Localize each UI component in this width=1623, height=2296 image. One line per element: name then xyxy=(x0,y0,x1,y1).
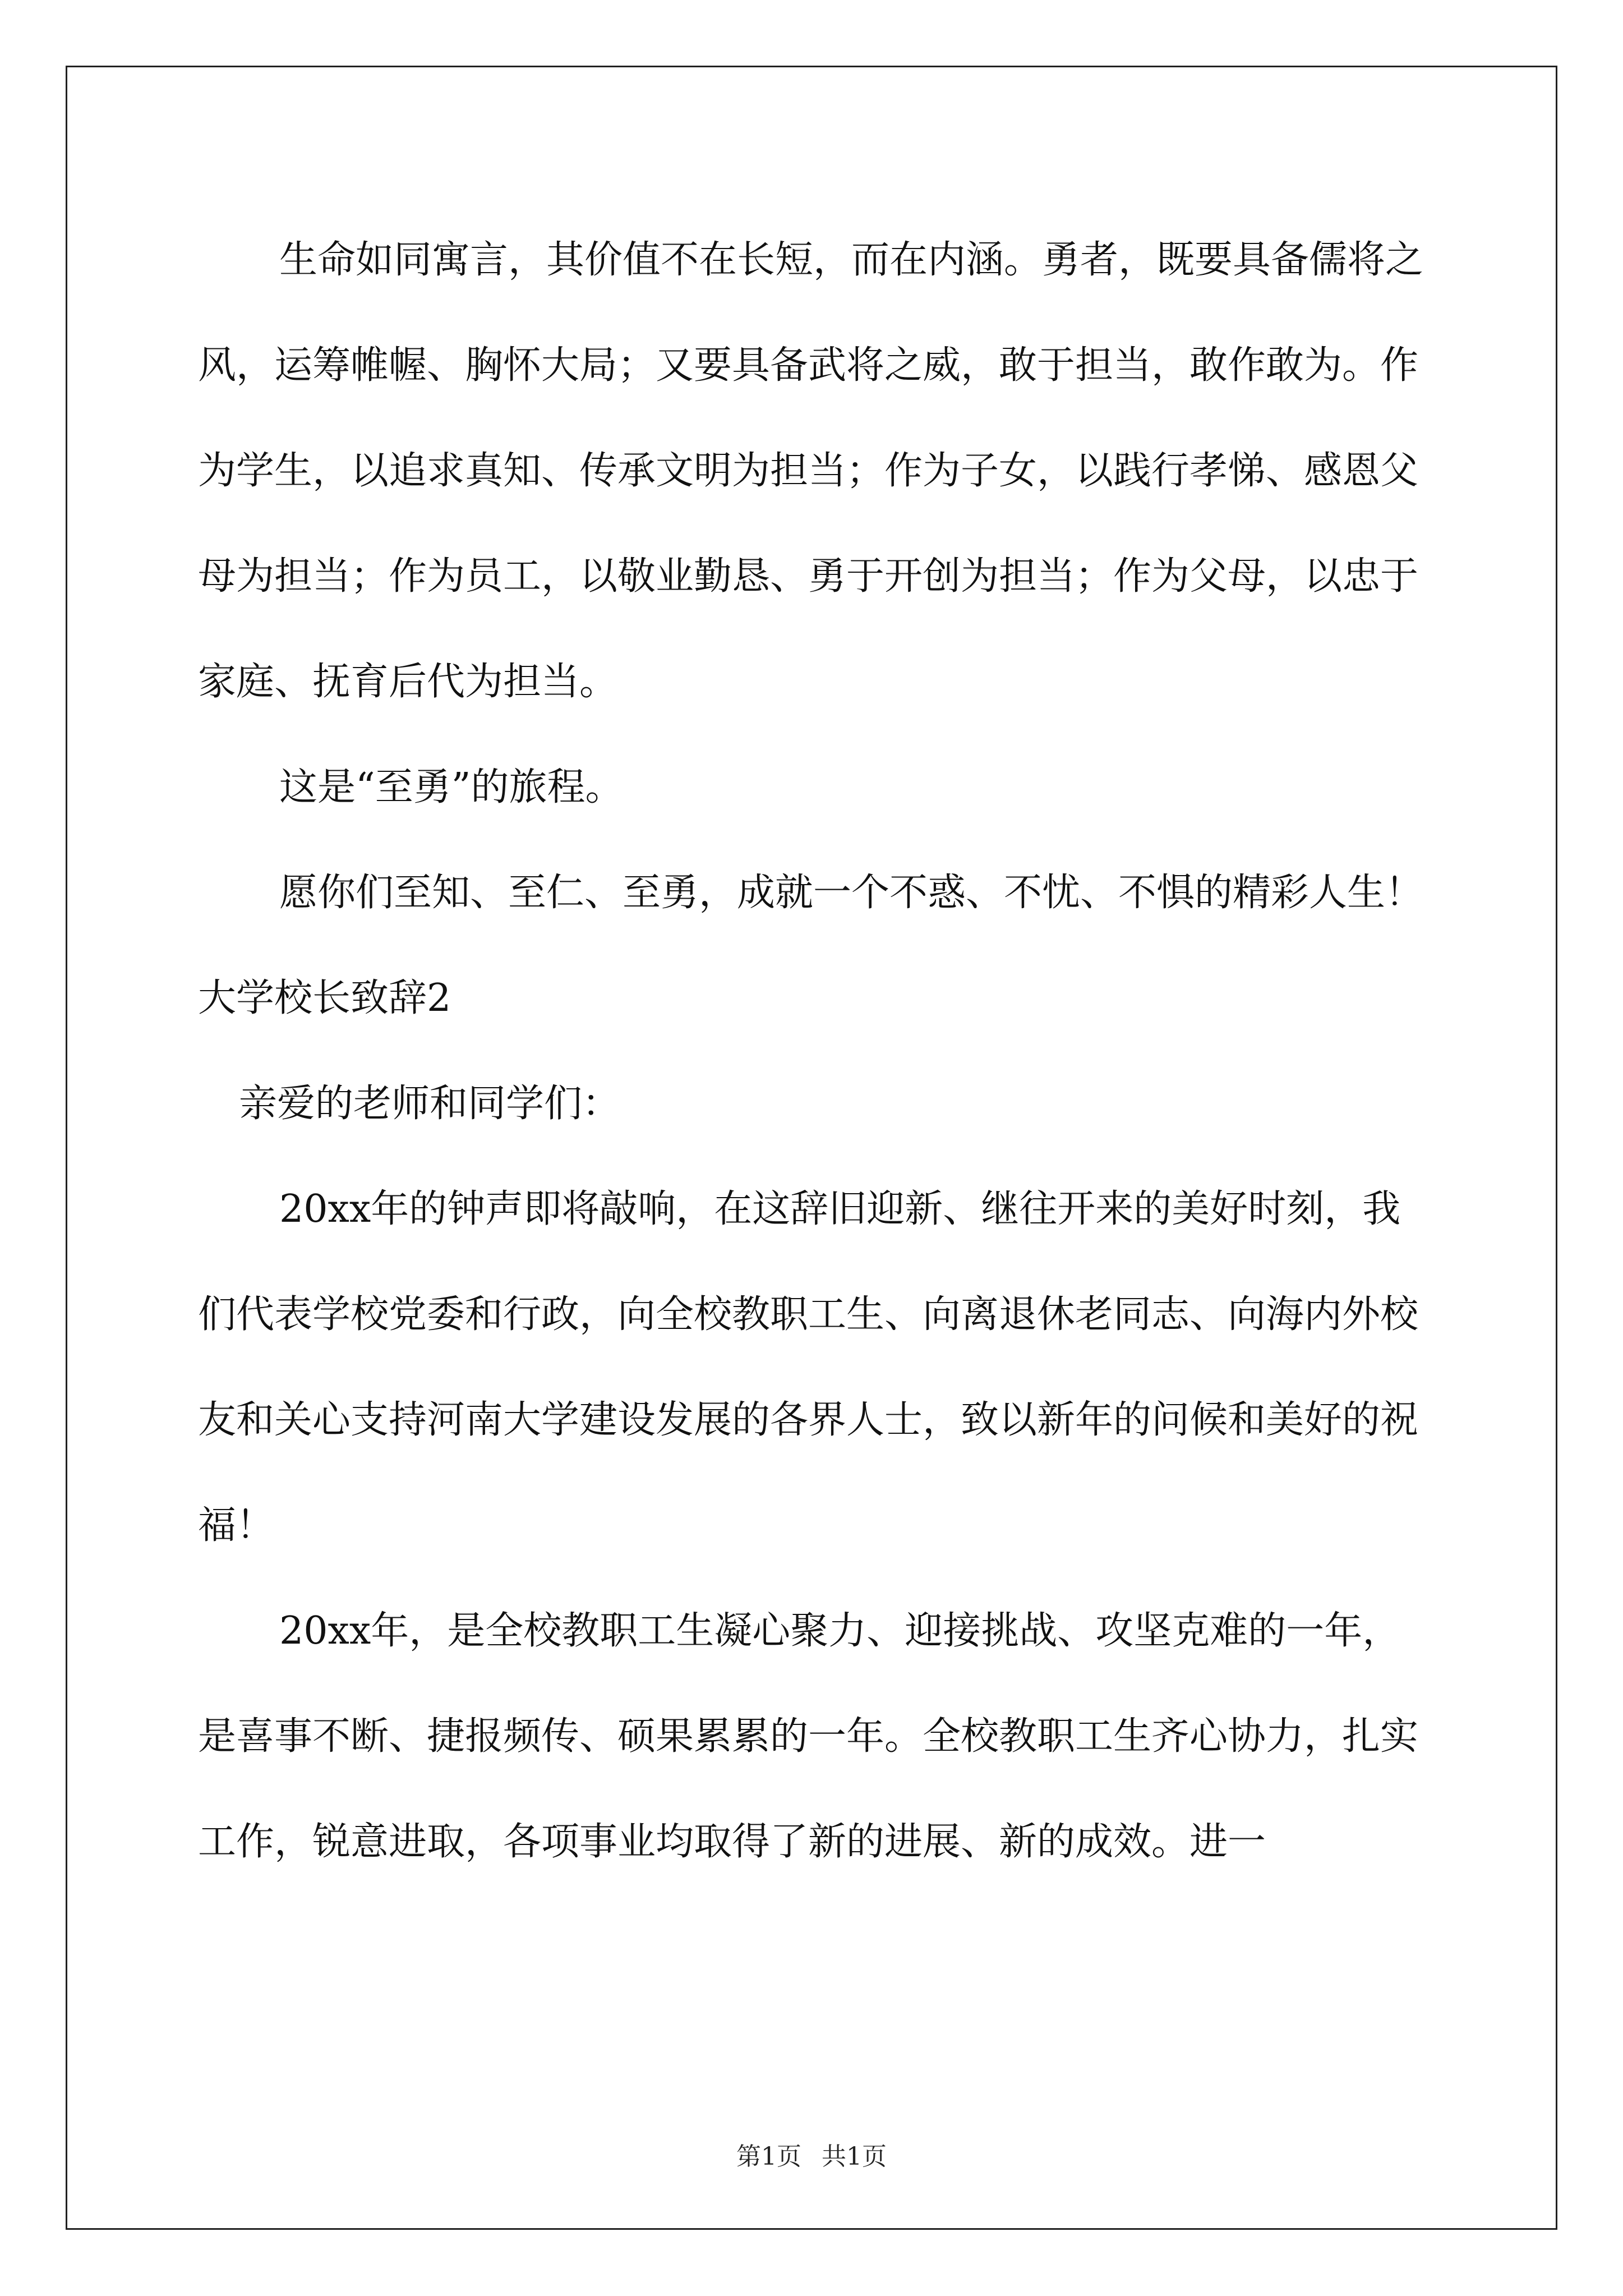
section-heading: 大学校长致辞2 xyxy=(198,976,451,1020)
salutation: 亲爱的老师和同学们： xyxy=(239,1082,621,1126)
paragraph-greeting: 20xx年的钟声即将敲响，在这辞旧迎新、继往开来的美好时刻，我们代表学校党委和行政，向全校教职工生、向离退休老同志、向海内外校友和关心支持河南大学建设发展的各界人士，致以新年的问候和美好的祝福！ xyxy=(198,1187,1419,1548)
page-total: 共1页 xyxy=(822,2142,887,2171)
paragraph-year-review: 20xx年，是全校教职工生凝心聚力、迎接挑战、攻坚克难的一年，是喜事不断、捷报频传、硕果累累的一年。全校教职工生齐心协力，扎实工作，锐意进取，各项事业均取得了新的进展、新的成效。进一 xyxy=(198,1609,1419,1864)
document-body xyxy=(198,208,1432,1895)
paragraph-wish: 愿你们至知、至仁、至勇，成就一个不惑、不忧、不惧的精彩人生！ xyxy=(279,871,1424,915)
page-number: 第1页 xyxy=(736,2142,801,2171)
paragraph-courage: 生命如同寓言，其价值不在长短，而在内涵。勇者，既要具备儒将之风，运筹帷幄、胸怀大局；又要具备武将之威，敢于担当，敢作敢为。作为学生，以追求真知、传承文明为担当；作为子女，以践行孝悌、感恩父母为担当；作为员工，以敬业勤恳、勇于开创为担当；作为父母，以忠于家庭、抚育后代为担当。 xyxy=(198,238,1424,704)
paragraph-journey: 这是“至勇”的旅程。 xyxy=(279,765,624,809)
page-footer xyxy=(0,2140,1623,2174)
